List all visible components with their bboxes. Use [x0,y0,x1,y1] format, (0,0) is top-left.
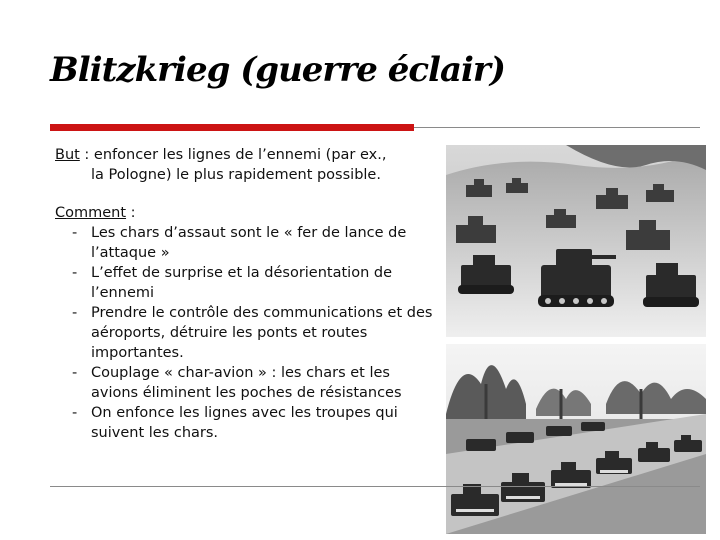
dash-bullet: - [72,265,78,281]
list-item-text: Couplage « char-avion » : les chars et les avions éliminent les poches de résistances [91,365,402,401]
method-suffix: : [126,205,136,221]
list-item [55,363,435,403]
paragraph-gap [55,185,435,203]
tanks-road-column-photo [446,344,706,534]
list-item-text: L’effet de surprise et la désorientation de l’ennemi [91,265,393,301]
tanks-hillside-photo [446,145,706,337]
list-item-text: On enfonce les lignes avec les troupes qui suivent les chars. [91,405,398,441]
goal-text-line2: la Pologne) le plus rapidement possible. [91,167,381,183]
bottom-divider-line [50,486,700,487]
method-list [55,223,435,443]
list-item [55,263,435,303]
slide-title: Blitzkrieg (guerre éclair) [50,50,505,90]
list-item [55,403,435,443]
goal-label: But [55,147,80,163]
dash-bullet: - [72,365,78,381]
title-accent-bar [50,124,414,131]
method-label: Comment [55,205,127,221]
dash-bullet: - [72,305,78,321]
title-divider-line [414,127,700,128]
list-item-text: Prendre le contrôle des communications et des aéroports, détruire les ponts et routes importantes. [91,305,433,361]
method-heading [55,203,435,223]
list-item-text: Les chars d’assaut sont le « fer de lance de l’attaque » [91,225,407,261]
goal-paragraph [55,145,435,165]
list-item [55,303,435,363]
dash-bullet: - [72,405,78,421]
list-item [55,223,435,263]
goal-text-line1: : enfoncer les lignes de l’ennemi (par ex., [79,147,387,163]
slide-body [55,145,435,443]
dash-bullet: - [72,225,78,241]
